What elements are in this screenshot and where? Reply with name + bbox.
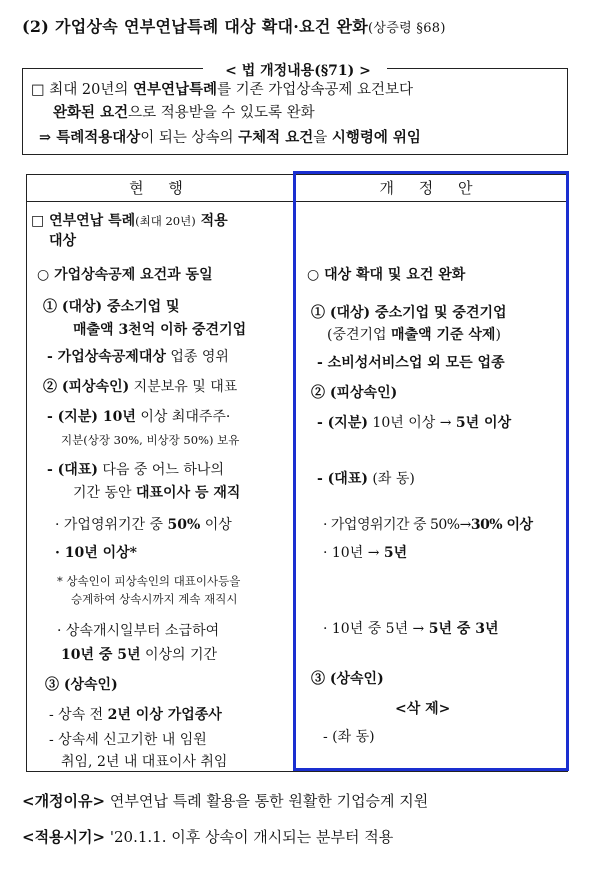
current-r10a: * 상속인이 피상속인의 대표이사등을 xyxy=(57,574,241,588)
footer-period: <적용시기> '20.1.1. 이후 상속이 개시되는 분부터 적용 xyxy=(22,828,394,846)
current-r13: - 상속 전 2년 이상 가업종사 xyxy=(49,707,222,723)
summary-line-2: 완화된 요건으로 적용받을 수 있도록 완화 xyxy=(53,104,315,121)
current-r8: · 가업영위기간 중 50% 이상 xyxy=(55,517,232,533)
footer-reason: <개정이유> 연부연납 특례 활용을 통한 원활한 기업승계 지원 xyxy=(22,792,429,810)
header-revised: 개 정 안 xyxy=(379,179,483,197)
current-r9: · 10년 이상* xyxy=(55,545,137,561)
header-current: 현 행 xyxy=(129,179,193,197)
revised-r3c: (중견기업 매출액 기준 삭제) xyxy=(327,327,501,343)
current-r7c: 기간 동안 대표이사 등 재직 xyxy=(73,485,241,501)
summary-line-1: □ 최대 20년의 연부연납특례를 기존 가업상속공제 요건보다 xyxy=(31,81,413,98)
revised-r9: · 10년 → 5년 xyxy=(323,545,408,561)
current-r3a: ① (대상) 중소기업 및 xyxy=(43,299,180,315)
current-r6c: 지분(상장 30%, 비상장 50%) 보유 xyxy=(61,433,240,447)
current-r5: ② (피상속인) 지분보유 및 대표 xyxy=(43,379,238,395)
revised-r8: · 가업영위기간 중 50%→30% 이상 xyxy=(323,517,533,533)
revised-r7: - (대표) (좌 동) xyxy=(317,471,415,487)
revised-r12: ③ (상속인) xyxy=(311,671,384,687)
current-r1: □ 연부연납 특례(최대 20년) 적용 xyxy=(31,213,228,229)
section-ref: (상증령 §68) xyxy=(368,21,446,36)
revised-r6: - (지분) 10년 이상 → 5년 이상 xyxy=(317,415,512,431)
summary-header: < 법 개정내용(§71) > xyxy=(225,63,371,79)
revised-r14: - (좌 동) xyxy=(323,729,375,745)
revised-r2: ○ 대상 확대 및 요건 완화 xyxy=(307,267,466,283)
current-r7a: - (대표) 다음 중 어느 하나의 xyxy=(47,462,224,478)
revised-highlight-frame xyxy=(293,171,569,771)
current-r1-cont: 대상 xyxy=(49,233,77,249)
current-r12: ③ (상속인) xyxy=(45,677,118,693)
summary-box xyxy=(22,68,568,155)
current-r14a: - 상속세 신고기한 내 임원 xyxy=(49,732,207,748)
revised-r3a: ① (대상) 중소기업 및 중견기업 xyxy=(311,305,507,321)
current-r14b: 취임, 2년 내 대표이사 취임 xyxy=(61,754,228,770)
current-r10b: 승계하여 상속시까지 계속 재직시 xyxy=(71,592,238,606)
current-r11a: · 상속개시일부터 소급하여 xyxy=(57,623,220,639)
current-r6a: - (지분) 10년 이상 최대주주· xyxy=(47,409,231,425)
revised-r5: ② (피상속인) xyxy=(311,385,398,401)
summary-line-3: ⇒ 특례적용대상이 되는 상속의 구체적 요건을 시행령에 위임 xyxy=(39,129,421,146)
current-r2: ○ 가업상속공제 요건과 동일 xyxy=(37,267,213,283)
current-r4: - 가업상속공제대상 업종 영위 xyxy=(47,349,229,365)
revised-r13: <삭 제> xyxy=(395,701,451,717)
revised-r11: · 10년 중 5년 → 5년 중 3년 xyxy=(323,621,499,637)
revised-r4: - 소비성서비스업 외 모든 업종 xyxy=(317,355,505,371)
section-title: (2) 가업상속 연부연납특례 대상 확대·요건 완화(상증령 §68) xyxy=(22,17,446,36)
current-r11b: 10년 중 5년 이상의 기간 xyxy=(61,647,218,663)
current-r3b: 매출액 3천억 이하 중견기업 xyxy=(73,322,247,338)
